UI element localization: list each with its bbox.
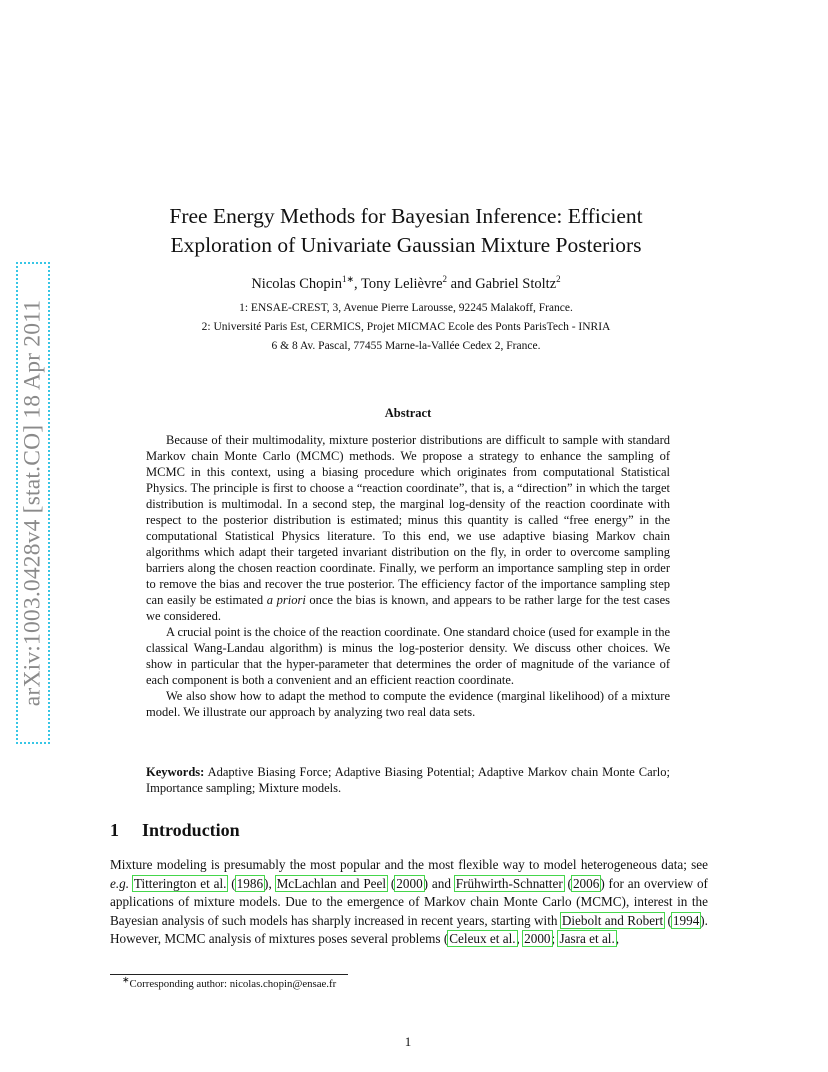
section-heading	[110, 820, 240, 841]
citation-link[interactable]: Diebolt and Robert	[561, 912, 664, 928]
footnote-mark: ∗	[122, 974, 130, 985]
intro-text: ;	[551, 931, 559, 946]
intro-emphasis: e.g.	[110, 875, 130, 891]
intro-text: ) for an overview of applications of mixture models. Due to the emergence of Markov chain Monte Carlo (MCMC), interest in the Bayesian analysis of such models has sharply increased in recent years, starting with	[110, 875, 708, 928]
affiliation-2-address: 6 & 8 Av. Pascal, 77455 Marne-la-Vallée Cedex 2, France.	[271, 340, 541, 352]
intro-text: ). However, MCMC analysis of mixtures poses several problems (	[110, 912, 708, 946]
intro-text: ) and	[423, 875, 455, 891]
page-number: 1	[404, 1034, 412, 1049]
citation-year-link[interactable]: 2006	[572, 875, 600, 891]
arxiv-stamp-text: arXiv:1003.0428v4 [stat.CO] 18 Apr 2011	[19, 299, 46, 707]
affiliation-2: 2: Université Paris Est, CERMICS, Projet MICMAC Ecole des Ponts ParisTech - INRIA	[201, 321, 611, 333]
intro-text: (	[227, 875, 236, 891]
citation-year-link[interactable]: 1986	[236, 875, 264, 891]
footnote	[122, 974, 337, 990]
footnote-divider	[110, 974, 348, 975]
title-line-2: Exploration of Univariate Gaussian Mixture Posteriors	[170, 233, 642, 257]
intro-text: ,	[516, 931, 524, 946]
abstract-paragraph-2: A crucial point is the choice of the reaction coordinate. One standard choice (used for example in the classical Wang-Landau algorithm) is minus the log-posterior density. We discuss other choices. We show in particular that the hyper-parameter that determines the order of magnitude of the variance of each component is both a convenient and an efficient reaction coordinate.	[146, 625, 670, 687]
author-list	[100, 276, 712, 293]
citation-link[interactable]: Titterington et al.	[133, 875, 227, 891]
title-line-1: Free Energy Methods for Bayesian Inference: Efficient	[169, 204, 643, 228]
citation-year-link[interactable]: 2000	[524, 931, 551, 946]
author-1: Nicolas Chopin	[251, 276, 342, 292]
citation-link[interactable]: Frühwirth-Schnatter	[455, 875, 563, 891]
intro-text: Mixture modeling is presumably the most popular and the most flexible way to model heterogeneous data; see	[110, 857, 708, 872]
abstract-p1-text-b: once the bias is known, and appears to be rather large for the test cases we considered.	[146, 593, 670, 623]
footnote-text: Corresponding author: nicolas.chopin@ensae.fr	[129, 978, 337, 990]
keywords	[146, 764, 670, 796]
section-title: Introduction	[142, 820, 240, 840]
abstract-paragraph-1	[146, 432, 670, 624]
author-3-mark: 2	[556, 274, 561, 285]
abstract-body	[146, 432, 670, 720]
arxiv-stamp[interactable]	[16, 262, 50, 744]
citation-year-link[interactable]: 1994	[672, 912, 700, 928]
citation-year-link[interactable]: 2000	[396, 875, 423, 891]
abstract-heading: Abstract	[384, 406, 432, 420]
intro-text: (	[664, 912, 672, 928]
section-number: 1	[110, 820, 119, 840]
citation-link[interactable]: Jasra et al.	[559, 931, 615, 946]
intro-text: ),	[264, 875, 276, 891]
author-2-mark: 2	[442, 274, 448, 285]
intro-text: (	[387, 875, 396, 891]
intro-text: ,	[615, 931, 620, 946]
keywords-text: Adaptive Biasing Force; Adaptive Biasing Potential; Adaptive Markov chain Monte Carlo; Importance sampling; Mixture models.	[146, 765, 670, 795]
abstract-paragraph-3: We also show how to adapt the method to compute the evidence (marginal likelihood) of a mixture model. We illustrate our approach by analyzing two real data sets.	[146, 689, 670, 719]
intro-paragraph	[110, 856, 708, 949]
citation-link[interactable]: McLachlan and Peel	[276, 875, 387, 891]
paper-title	[100, 202, 712, 260]
affiliation-1: 1: ENSAE-CREST, 3, Avenue Pierre Larousse, 92245 Malakoff, France.	[239, 302, 573, 314]
abstract-p1-emphasis: a priori	[266, 593, 306, 607]
citation-link[interactable]: Celeux et al.	[449, 931, 516, 946]
abstract-p1-text-a: Because of their multimodality, mixture posterior distributions are difficult to sample with standard Markov chain Monte Carlo (MCMC) methods. We propose a strategy to enhance the sampling of MCMC in this context, using a biasing procedure which originates from computational Statistical Physics. The principle is first to choose a “reaction coordinate”, that is, a “direction” in which the target distribution is multimodal. In a second step, the marginal log-density of the reaction coordinate with respect to the posterior distribution is estimated; minus this quantity is called “free energy” in the computational Statistical Physics literature. To this end, we use adaptive biasing Markov chain algorithms which adapt their targeted invariant distribution on the fly, in order to overcome sampling barriers along the chosen reaction coordinate. Finally, we perform an importance sampling step in order to remove the bias and recover the true posterior. The efficiency factor of the importance sampling step can easily be estimated	[146, 433, 670, 607]
author-3: and Gabriel Stoltz	[447, 276, 557, 292]
author-1-mark: 1∗	[341, 274, 354, 285]
author-2: , Tony Lelièvre	[354, 276, 443, 292]
keywords-label: Keywords:	[146, 765, 205, 779]
intro-text: (	[563, 875, 572, 891]
